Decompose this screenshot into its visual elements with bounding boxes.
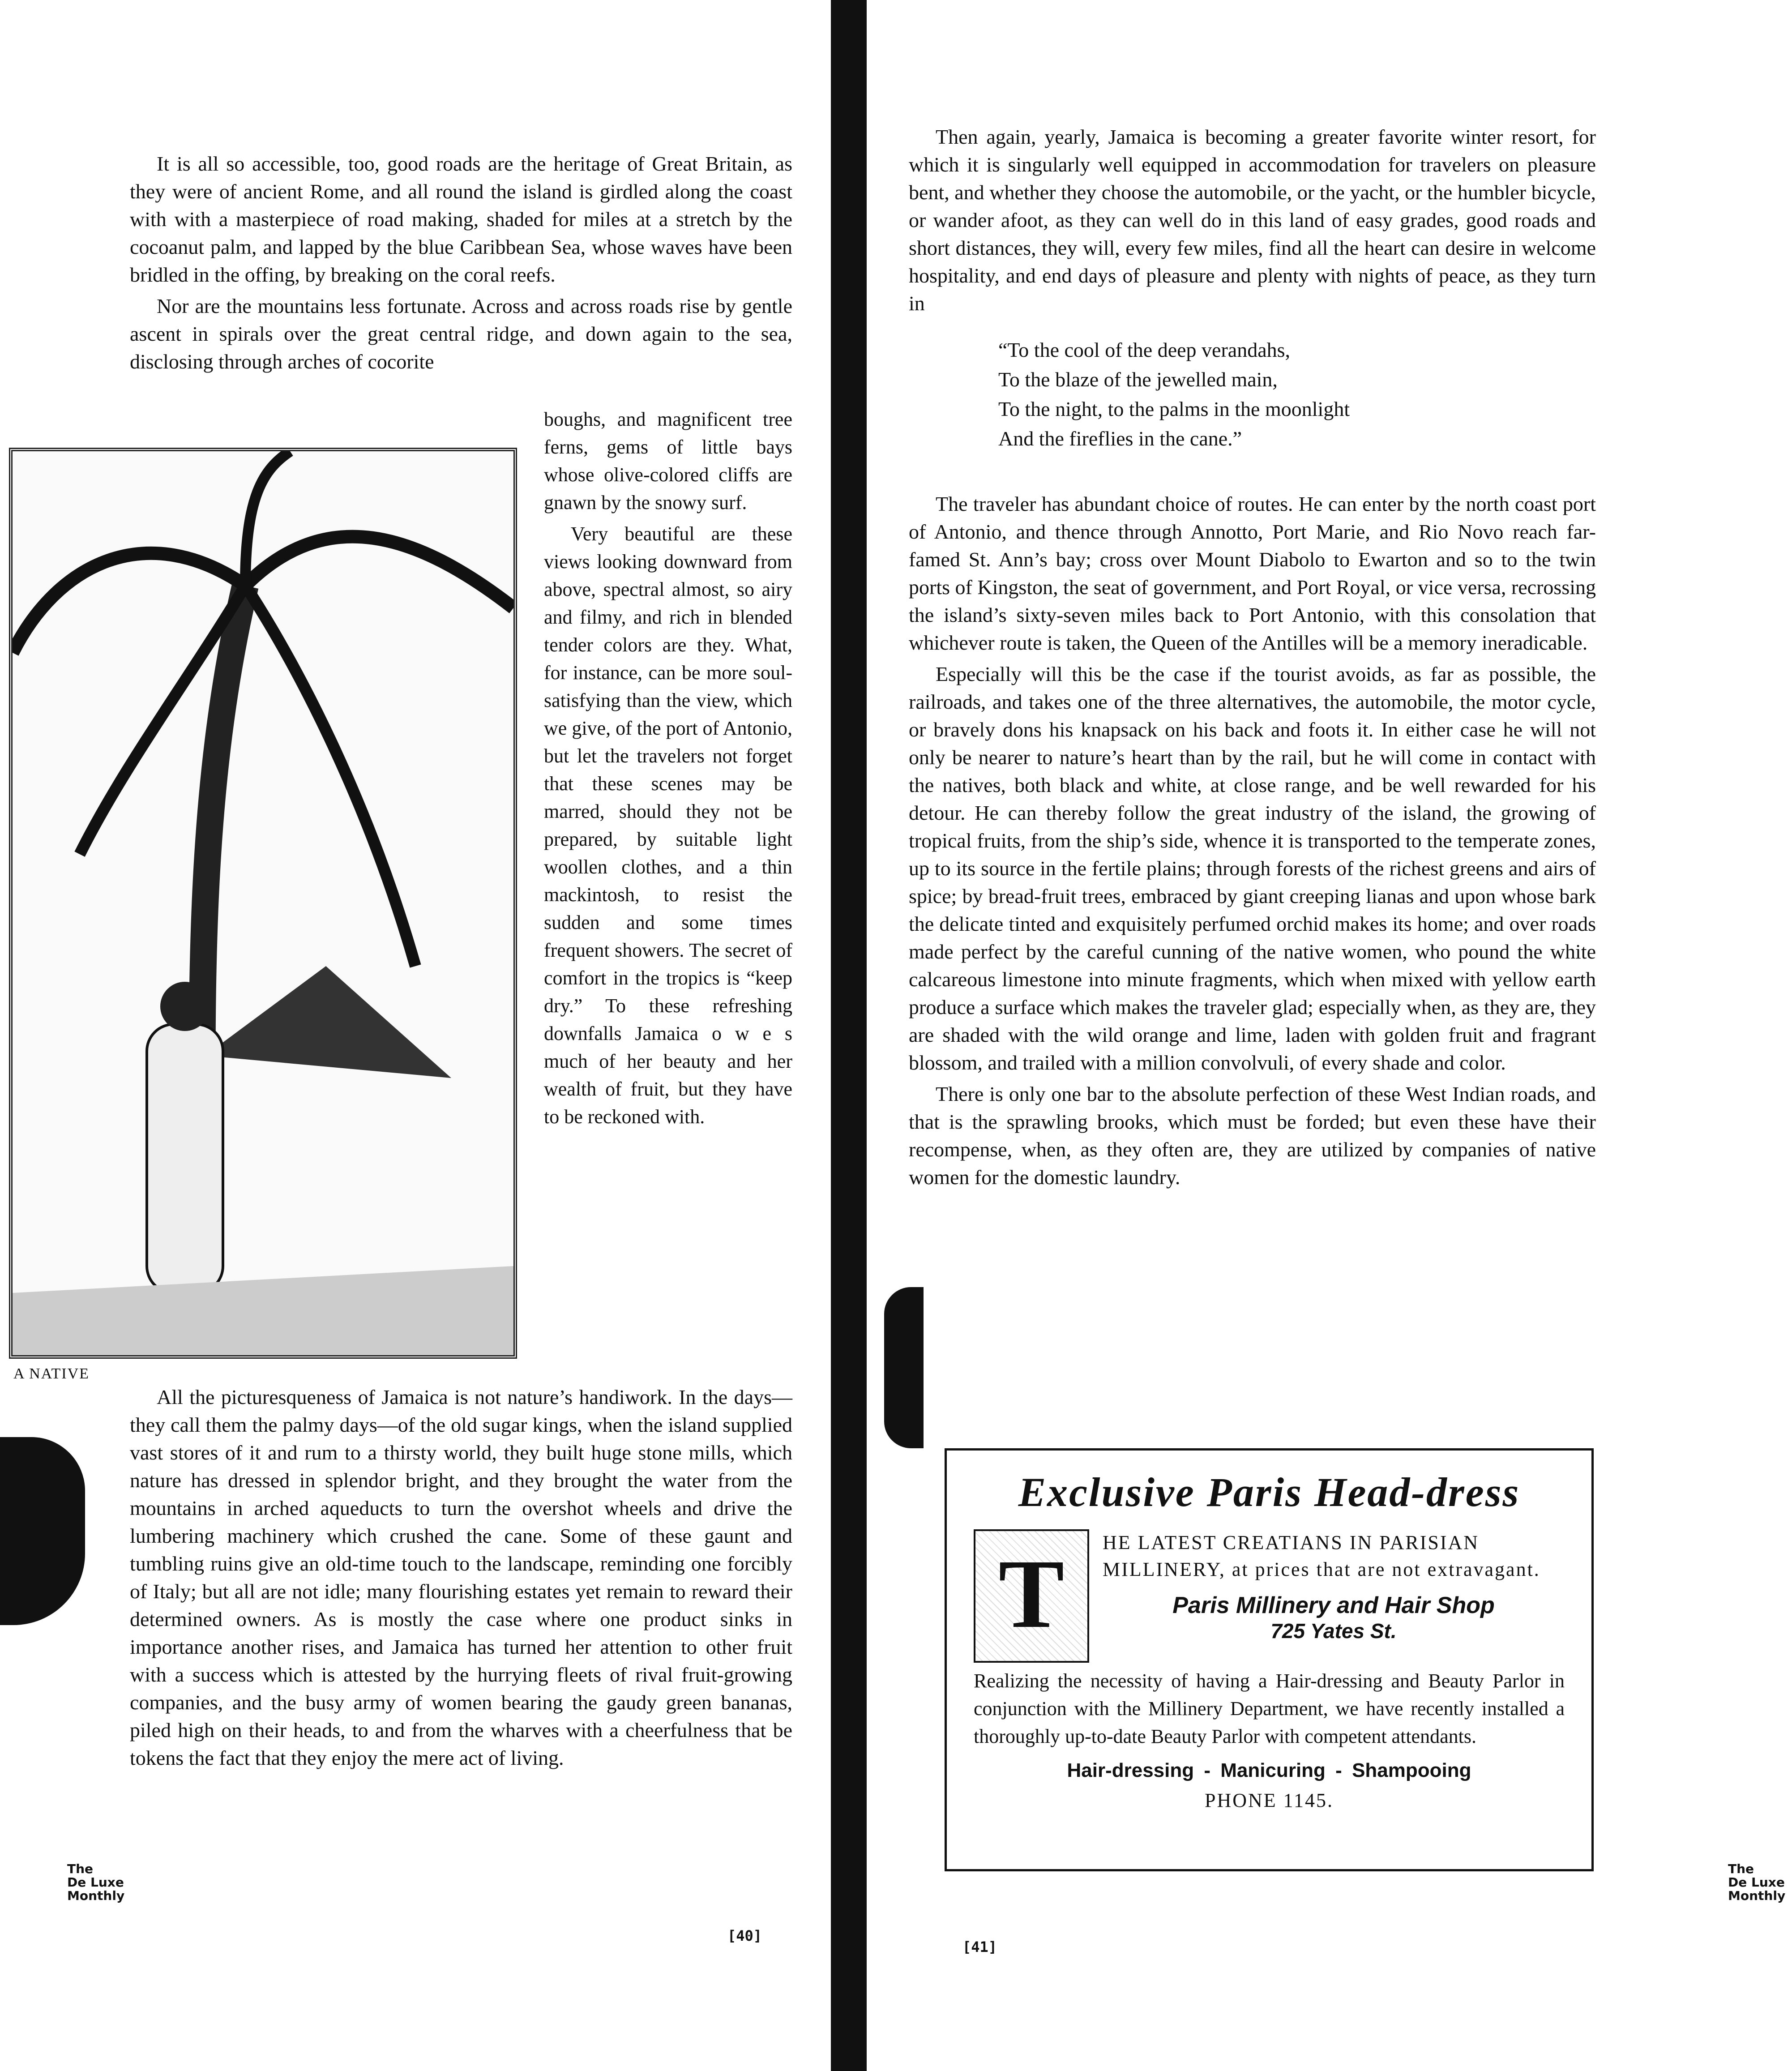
page-number: [40] <box>727 1927 762 1944</box>
paragraph: Especially will this be the case if the tourist avoids, as far as possible, the railroads, and takes one of the three alternatives, the automobile, the motor cycle, or bravely dons his knapsack on his back and foots it. In either case he will not only be nearer to nature’s heart than by the rail, but he will come in contact with the natives, both black and white, at close range, and be well rewarded for his detour. He can thereby follow the great industry of the island, the growing of tropical fruits, from the ship’s side, whence it is transported to the temperate zones, up to its source in the fertile plains; through forests of the richest greens and airs of spice; by bread-fruit trees, embraced by giant creeping lianas and upon whose bark the delicate tinted and exquisitely perfumed orchid makes its home; and over roads made perfect by the careful cunning of the native women, who pound the white calcareous limestone into minute fragments, which when mixed with yellow earth produce a surface which makes the traveler glad; especially when, as they are, they are shaded with the wild orange and lime, laden with golden fruit and fragrant blossom, and trailed with a million convolvuli, of every shade and color. <box>909 663 1596 1074</box>
advertisement <box>945 1448 1594 1871</box>
paragraph: There is only one bar to the absolute perfection of these West Indian roads, and that is the sprawling brooks, which must be forded; but even these have their recompense, when, as they often are, they are utilized by companies of native women for the domestic laundry. <box>909 1083 1596 1189</box>
ad-phone: PHONE 1145. <box>1204 1789 1334 1811</box>
right-page <box>868 0 1792 2071</box>
ad-services <box>974 1759 1565 1782</box>
book-gutter <box>831 0 867 2071</box>
separator: - <box>1335 1759 1342 1781</box>
scan-artifact <box>884 1287 924 1448</box>
right-body-text <box>909 490 1596 1191</box>
paragraph: Nor are the mountains less fortunate. Across and across roads rise by gentle ascent in spirals over the great central ridge, and down again to the sea, disclosing through arches of cocorite <box>130 295 792 373</box>
scan-artifact <box>0 1437 85 1625</box>
left-side-text <box>544 406 792 1131</box>
verse <box>998 335 1596 454</box>
ad-shop-name: Paris Millinery and Hair Shop <box>1172 1592 1495 1618</box>
paragraph: The traveler has abundant choice of routes. He can enter by the north coast port of Antonio, and thence through Annotto, Port Marie, and Rio Novo reach far-famed St. Ann’s bay; cross over Mount Diabolo to Ewarton and so to the twin ports of Kingston, the seat of government, and Port Royal, or vice versa, recrossing the island’s sixty-seven miles back to Port Antonio, with this consolation that whichever route is taken, the Queen of the Antilles will be a memory ineradicable. <box>909 492 1596 654</box>
ad-body: Realizing the necessity of having a Hair-dressing and Beauty Parlor in conjunction with the Millinery Department, we have recently installed a thoroughly up-to-date Beauty Parlor with competent attendants. <box>974 1670 1565 1747</box>
page-number: [41] <box>962 1938 997 1955</box>
right-top-text <box>909 123 1596 471</box>
ad-title: Exclusive Paris Head-dress <box>1018 1469 1520 1515</box>
paragraph: All the picturesqueness of Jamaica is not nature’s handiwork. In the days—they call them the palmy days—of the old sugar kings, when the island supplied vast stores of it and rum to a thirsty world, they built huge stone mills, which nature has dressed in splendor bright, and they brought the water from the mountains in arched aqueducts to turn the overshot wheels and drive the lumbering machinery which crushed the cane. Some of these gaunt and tumbling ruins give an old-time touch to the landscape, reminding one forcibly of Italy; but all are not idle; many flourishing estates yet remain to reward their determined owners. As is mostly the case where one product sinks in importance another rises, and Jamaica has turned her attention to other fruit with a success which is attested by the hurrying fleets of rival fruit-growing companies, and the busy army of women bearing the gaudy green bananas, piled high on their heads, to and from the wharves with a cheerfulness that be tokens the fact that they enjoy the mere act of living. <box>130 1386 792 1769</box>
ad-intro: HE LATEST CREATIANS IN PARISIAN MILLINERY, at prices that are not extravagant. <box>1103 1532 1540 1580</box>
paragraph: Very beautiful are these views looking downward from above, spectral almost, so airy and filmy, and rich in blended tender colors are they. What, for instance, can be more soul-satisfying than the view, which we give, of the port of Antonio, but let the travelers not forget that these scenes may be marred, should they not be prepared, by suitable light woollen clothes, and a thin mackintosh, to resist the sudden and some times frequent showers. The secret of comfort in the tropics is “keep dry.” To these refreshing downfalls Jamaica o w e s much of her beauty and her wealth of fruit, but they have to be reckoned with. <box>544 523 792 1128</box>
verse-line: To the night, to the palms in the moonlight <box>998 398 1350 420</box>
separator: - <box>1204 1759 1211 1781</box>
ad-address: 725 Yates St. <box>1270 1619 1397 1643</box>
masthead: The De Luxe Monthly <box>67 1861 125 1903</box>
left-top-text <box>130 150 792 376</box>
paragraph: It is all so accessible, too, good roads are the heritage of Great Britain, as they were of ancient Rome, and all round the island is girdled along the coast with with a masterpiece of road making, shaded for miles at a stretch by the cocoanut palm, and lapped by the blue Caribbean Sea, whose waves have been bridled in the offing, by breaking on the coral reefs. <box>130 152 792 286</box>
paragraph: boughs, and magnificent tree ferns, gems of little bays whose olive-colored cliffs are gnawn by the snowy surf. <box>544 408 792 513</box>
left-page <box>0 0 833 2071</box>
service-hair-dressing: Hair-dressing <box>1067 1759 1194 1781</box>
native-illustration <box>9 448 517 1359</box>
verse-line: “To the cool of the deep verandahs, <box>998 338 1291 361</box>
service-shampooing: Shampooing <box>1352 1759 1471 1781</box>
paragraph: Then again, yearly, Jamaica is becoming a greater favorite winter resort, for which it is singularly well equipped in accommodation for travelers on pleasure bent, and whether they choose the automobile, or the yacht, or the humbler bicycle, or wander afoot, as they can well do in this land of easy grades, good roads and short distances, they will, every few miles, find all the heart can desire in welcome hospitality, and end days of pleasure and plenty with nights of peace, as they turn in <box>909 125 1596 315</box>
ad-drop-cap: T <box>974 1529 1089 1663</box>
service-manicuring: Manicuring <box>1220 1759 1326 1781</box>
figure-caption: A NATIVE <box>13 1365 90 1382</box>
verse-line: To the blaze of the jewelled main, <box>998 368 1278 391</box>
masthead: The De Luxe Monthly <box>1728 1861 1786 1903</box>
palm-illustration <box>13 451 513 1355</box>
verse-line: And the fireflies in the cane.” <box>998 427 1242 450</box>
left-bottom-text <box>130 1383 792 1772</box>
